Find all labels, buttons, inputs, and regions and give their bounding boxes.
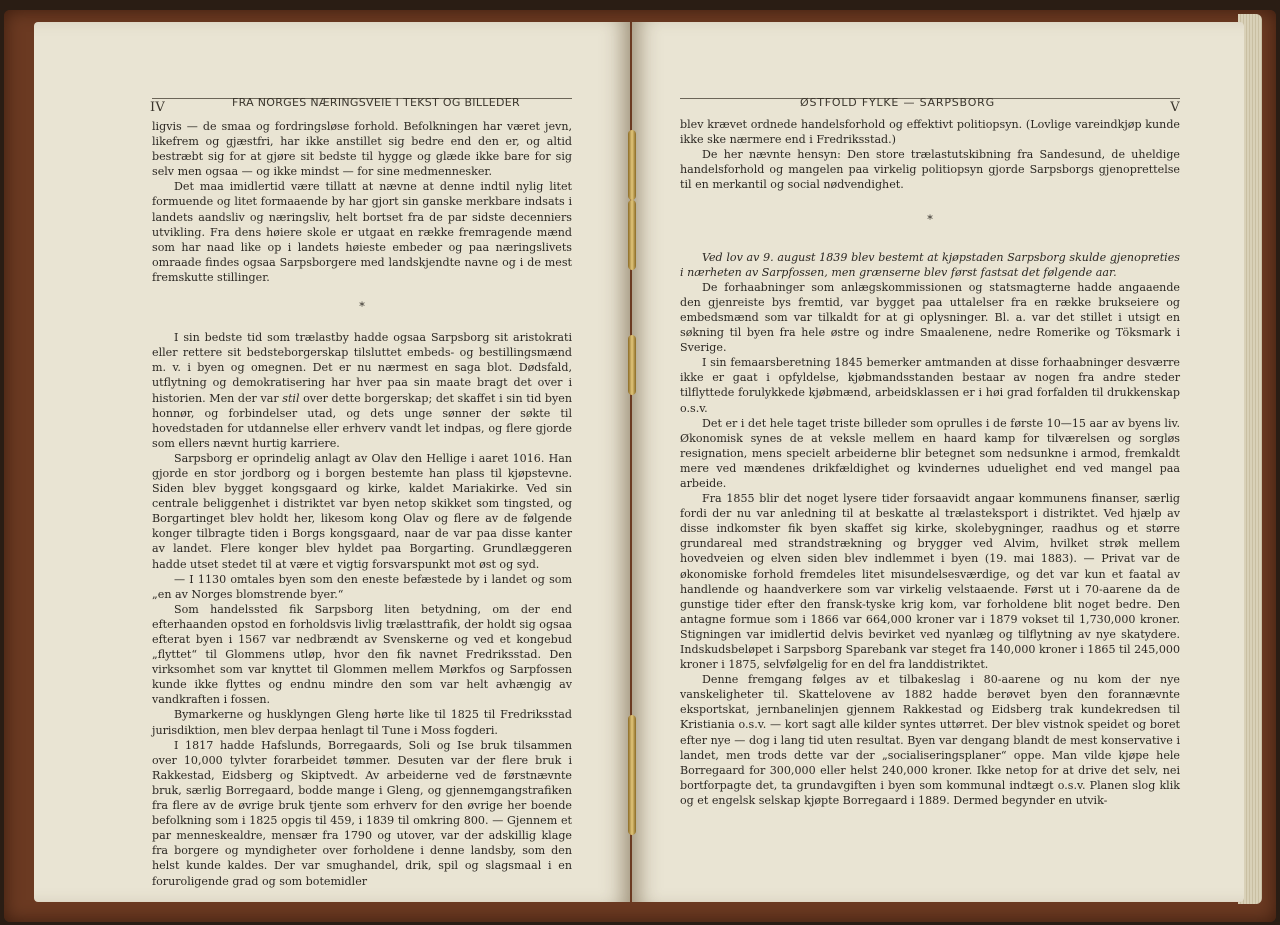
section-separator: * bbox=[359, 300, 365, 314]
binding-thread bbox=[628, 130, 636, 200]
right-page-number: V bbox=[1170, 100, 1180, 115]
paragraph: blev krævet ordnede handelsforhold og effektivt politiopsyn. (Lovlige vareindkjøp kunde ikke ske nærmere end i Fredriksstad.) bbox=[680, 118, 1180, 147]
italic-word: stil bbox=[282, 391, 300, 405]
paragraph: Som handelssted fik Sarpsborg liten betydning, om der end efterhaanden opstod en forholdsvis livlig trælasttrafik, der holdt sig ogsaa efterat byen i 1567 var nedbrændt av Svenskerne og ved et kongebud „flyttet“ til Glommens utløp, hvor den fik navnet Fredriksstad. Den virksomhet som var knyttet til Glommen mellem Mørkfos og Sarpfossen kunde ikke flyttes og endnu mindre den som var helt avhængig av vandkraften i fossen. bbox=[152, 602, 572, 707]
left-page bbox=[34, 22, 630, 902]
right-running-head-title: ØSTFOLD FYLKE — SARPSBORG bbox=[800, 96, 995, 109]
paragraph: — I 1130 omtales byen som den eneste befæstede by i landet og som „en av Norges blomstrende byer.“ bbox=[152, 572, 572, 601]
right-body-text bbox=[680, 117, 1180, 808]
binding-thread bbox=[628, 200, 636, 270]
right-running-header bbox=[680, 72, 1180, 115]
paragraph bbox=[152, 330, 572, 451]
paragraph: Det er i det hele taget triste billeder som oprulles i de første 10—15 aar av byens liv. Økonomisk synes de at veksle mellem en haard kamp for tilværelsen og sorgløs resignation, mens specielt arbeiderne blir betegnet som nedsunkne i armod, fremkaldt mere ved mændenes drikfældighet og kvindernes uduelighet end ved mangel paa arbeide. bbox=[680, 416, 1180, 490]
paragraph: Bymarkerne og husklyngen Gleng hørte like til 1825 til Fredriksstad jurisdiktion, men blev derpaa henlagt til Tune i Moss fogderi. bbox=[152, 708, 572, 737]
binding-thread bbox=[628, 715, 636, 835]
text-run: over dette borgerskap; det skaffet i sin tid byen honnør, og forbindelser utad, og dets unge sønner der søkte til hovedstaden for utdannelse eller erhverv vandt let indpas, og flere gjorde som ellers nævnt hurtig karriere. bbox=[152, 391, 573, 450]
paragraph: De forhaabninger som anlægskommissionen og statsmagterne hadde angaaende den gjenreiste bys fremtid, var bygget paa uttalelser fra en række brukseiere og embedsmænd som var tilkaldt for at gi oplysninger. Bl. a. var det stillet i utsigt en søkning til byen fra hele østre og indre Smaalenene, nedre Romerike og Töksmark i Sverige. bbox=[680, 280, 1180, 355]
paragraph: Det maa imidlertid være tillatt at nævne at denne indtil nylig litet formuende og litet formaaende by har gjort sin ganske merkbare indsats i landets aandsliv og næringsliv, helt bortset fra de par sidste decenniers utvikling. Fra dens høiere skole er utgaat en række fremragende mænd som har naad like op i landets høieste embeder og paa næringslivets omraade findes ogsaa Sarpsborgere med landskjendte navne og i de mest fremskutte stillinger. bbox=[152, 180, 572, 284]
paragraph: Fra 1855 blir det noget lysere tider forsaavidt angaar kommunens finanser, særlig fordi der nu var anledning til at beskatte al trælasteksport i distriktet. Ved hjælp av disse indkomster fik byen skaffet sig kirke, skolebygninger, raadhus og et større grundareal med strandstrækning og brygger ved Alvim, hvilket strøk mellem hovedveien og elven siden blev indlemmet i byen (19. mai 1883). — Privat var de økonomiske forhold fremdeles litet misundelsesværdige, og det var kun et faatal av handlende og haandverkere som var virkelig velstaaende. Først ut i 70-aarene da de gunstige tider efter den fransk-tyske krig kom, var forholdene blit noget bedre. Den antagne formue som i 1866 var 664,000 kroner var i 1879 vokset til 1,730,000 kroner. Stigningen var imidlertid delvis bevirket ved nyanlæg og tilflytning av nye skatydere. Indskudsbeløpet i Sarpsborg Sparebank var steget fra 140,000 kroner i 1865 til 245,000 kroner i 1875, selvfølgelig for en del fra landdistriktet. bbox=[680, 492, 1180, 672]
left-page-number: IV bbox=[150, 100, 166, 115]
section-separator: * bbox=[927, 213, 933, 227]
binding-gutter bbox=[624, 130, 640, 850]
italic-intro: Ved lov av 9. august 1839 blev bestemt at kjøpstaden Sarpsborg skulde gjenopreties i nærheten av Sarpfossen, men grænserne blev først fastsat det følgende aar. bbox=[680, 250, 1180, 279]
text-run: I sin bedste tid som trælastby hadde ogsaa Sarpsborg sit aristokrati eller rettere sit bedsteborgerskap tilsluttet embeds- og bestillingsmænd m. v. i byen og omegnen. Det er nu nærmest en saga blot. Dødsfald, utflytning og demokratisering har hver paa sin maate bragt det over i historien. Men der var bbox=[152, 331, 572, 405]
left-running-head-title: FRA NORGES NÆRINGSVEIE I TEKST OG BILLEDER bbox=[232, 96, 520, 109]
left-body-text bbox=[152, 119, 572, 889]
paragraph: Sarpsborg er oprindelig anlagt av Olav den Hellige i aaret 1016. Han gjorde en stor jordborg og i borgen bestemte han plass til kjøpstevne. Siden blev bygget kongsgaard og kirke, kaldet Mariakirke. Ved sin centrale beliggenhet i distriktet var byen netop skikket som tingsted, og Borgartinget blev holdt her, likesom kong Olav og flere av de følgende konger tilbragte tiden i Borgs kongsgaard, naar de var paa disse kanter av landet. Flere konger blev hyldet paa Borgarting. Grundlæggeren hadde utset stedet til at være et vigtig forsvarspunkt mot øst og syd. bbox=[152, 451, 572, 571]
paragraph: I sin femaarsberetning 1845 bemerker amtmanden at disse forhaabninger desværre ikke er gaat i opfyldelse, kjøbmandsstanden bestaar av nogen fra andre steder tilflyttede forulykkede kjøbmænd, arbeidsklassen er i høi grad forfalden til drukkenskap o.s.v. bbox=[680, 356, 1180, 415]
paragraph: De her nævnte hensyn: Den store trælastutskibning fra Sandesund, de uheldige handelsforhold og mangelen paa virkelig politiopsyn gjorde Sarpsborgs gjenoprettelse til en merkantil og social nødvendighet. bbox=[680, 148, 1180, 192]
binding-thread bbox=[628, 335, 636, 395]
left-running-header bbox=[150, 72, 572, 115]
right-page bbox=[632, 22, 1244, 902]
paragraph: Denne fremgang følges av et tilbakeslag i 80-aarene og nu kom der nye vanskeligheter til. Skattelovene av 1882 hadde berøvet byen den forannævnte eksportskat, jernbanelinjen gjennem Rakkestad og Eidsberg trak kundekredsen til Kristiania o.s.v. — kort sagt alle kilder syntes uttørret. Der blev vistnok speidet og boret efter nye — dog i lang tid uten resultat. Byen var dengang blandt de mest konservative i landet, men trods dette var der „socialiseringsplaner“ oppe. Man vilde kjøpe hele Borregaard for 300,000 eller helst 240,000 kroner. Ikke netop for at drive det selv, nei bortforpagte det, ta grundavgiften i byen som kommunal indtægt o.s.v. Planen slog klik og et engelsk selskap kjøpte Borregaard i 1889. Dermed begynder en utvik- bbox=[680, 673, 1180, 807]
paragraph: ligvis — de smaa og fordringsløse forhold. Befolkningen har været jevn, likefrem og gjæstfri, har ikke anstillet sig bedre end den er, og altid bestræbt sig for at gjøre sit bedste til hygge og glæde ikke bare for sig selv men ogsaa — og ikke mindst — for sine medmennesker. bbox=[152, 120, 572, 179]
paragraph: I 1817 hadde Hafslunds, Borregaards, Soli og Ise bruk tilsammen over 10,000 tylvter forarbeidet tømmer. Desuten var der flere bruk i Rakkestad, Eidsberg og Skiptvedt. Av arbeiderne ved de førstnævnte bruk, særlig Borregaard, bodde mange i Gleng, og gjennemgangstrafiken fra flere av de øvrige bruk tjente som erhverv for den øvrige her boende befolkning som i 1825 opgis til 459, i 1839 til omkring 800. — Gjennem et par menneskealdre, mensær fra 1790 og utover, var der adskillig klage fra borgere og myndigheter over forholdene i denne landsby, som den helst kunde kaldes. Der var smughandel, drik, spil og slagsmaal i en foruroligende grad og som botemidler bbox=[152, 738, 572, 888]
